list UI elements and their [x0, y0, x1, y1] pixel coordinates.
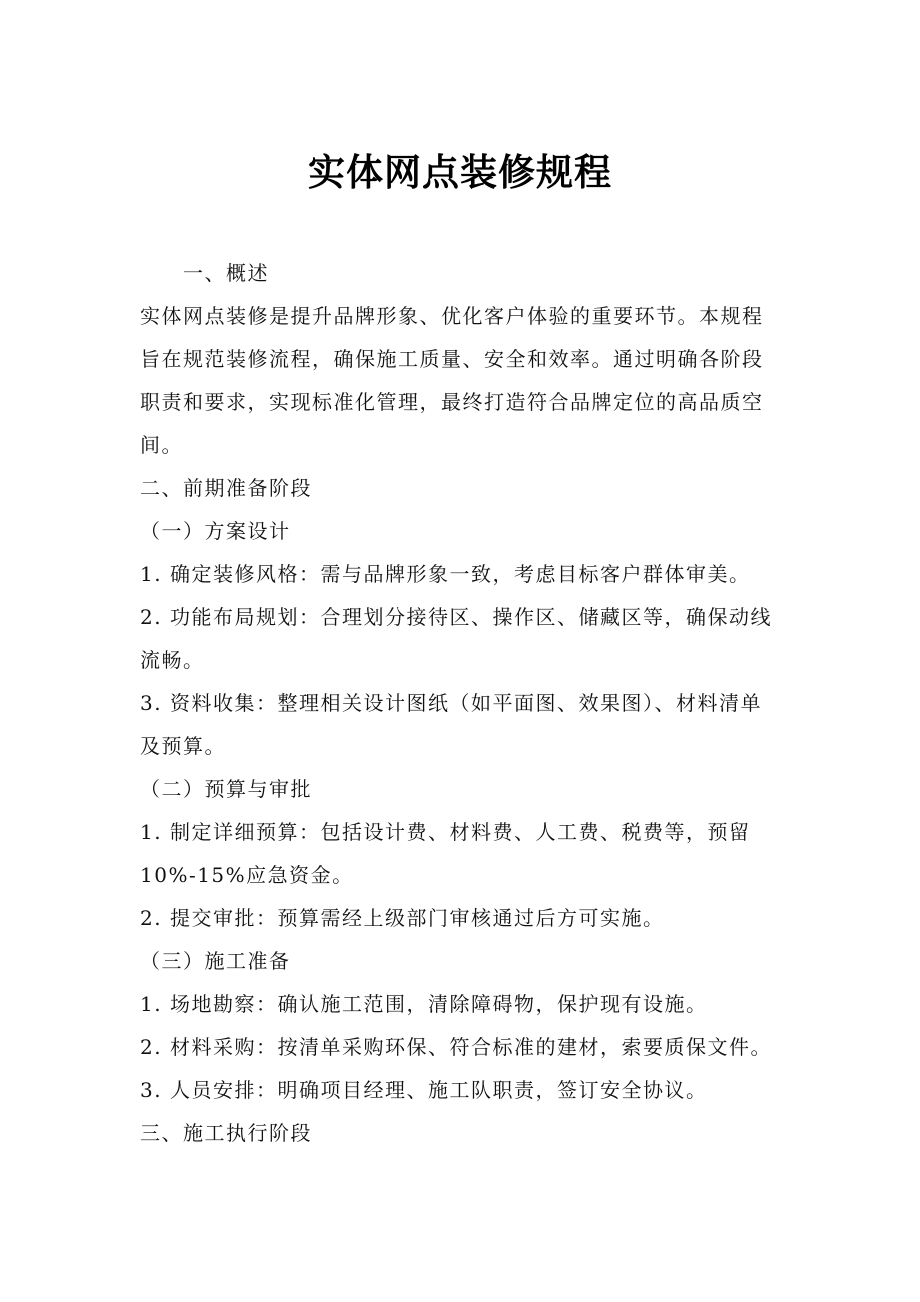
document-body [140, 252, 780, 1155]
subsection-heading-design: （一）方案设计 [140, 519, 291, 543]
list-item-continuation: 10%-15%应急资金。 [140, 863, 354, 887]
section-heading-overview: 一、概述 [183, 261, 269, 285]
paragraph-line: 实体网点装修是提升品牌形象、优化客户体验的重要环节。本规程 [140, 304, 764, 328]
list-item: 2. 提交审批：预算需经上级部门审核通过后方可实施。 [140, 906, 665, 930]
list-item-continuation: 及预算。 [140, 734, 226, 758]
subsection-heading-budget: （二）预算与审批 [140, 777, 312, 801]
list-item: 2. 功能布局规划：合理划分接待区、操作区、储藏区等，确保动线 [140, 605, 772, 629]
list-item: 1. 场地勘察：确认施工范围，清除障碍物，保护现有设施。 [140, 992, 708, 1016]
list-item: 3. 人员安排：明确项目经理、施工队职责，签订安全协议。 [140, 1078, 708, 1102]
subsection-heading-construction-prep: （三）施工准备 [140, 949, 291, 973]
list-item: 1. 制定详细预算：包括设计费、材料费、人工费、税费等，预留 [140, 820, 751, 844]
paragraph-line: 旨在规范装修流程，确保施工质量、安全和效率。通过明确各阶段 [140, 347, 764, 371]
list-item: 1. 确定装修风格：需与品牌形象一致，考虑目标客户群体审美。 [140, 562, 751, 586]
list-item: 3. 资料收集：整理相关设计图纸（如平面图、效果图）、材料清单 [140, 691, 762, 715]
document-title: 实体网点装修规程 [308, 151, 612, 194]
list-item: 2. 材料采购：按清单采购环保、符合标准的建材，索要质保文件。 [140, 1035, 772, 1059]
paragraph-line: 职责和要求，实现标准化管理，最终打造符合品牌定位的高品质空 [140, 390, 764, 414]
paragraph-line: 间。 [140, 433, 183, 457]
list-item-continuation: 流畅。 [140, 648, 205, 672]
section-heading-execution: 三、施工执行阶段 [140, 1121, 312, 1145]
section-heading-preparation: 二、前期准备阶段 [140, 476, 312, 500]
